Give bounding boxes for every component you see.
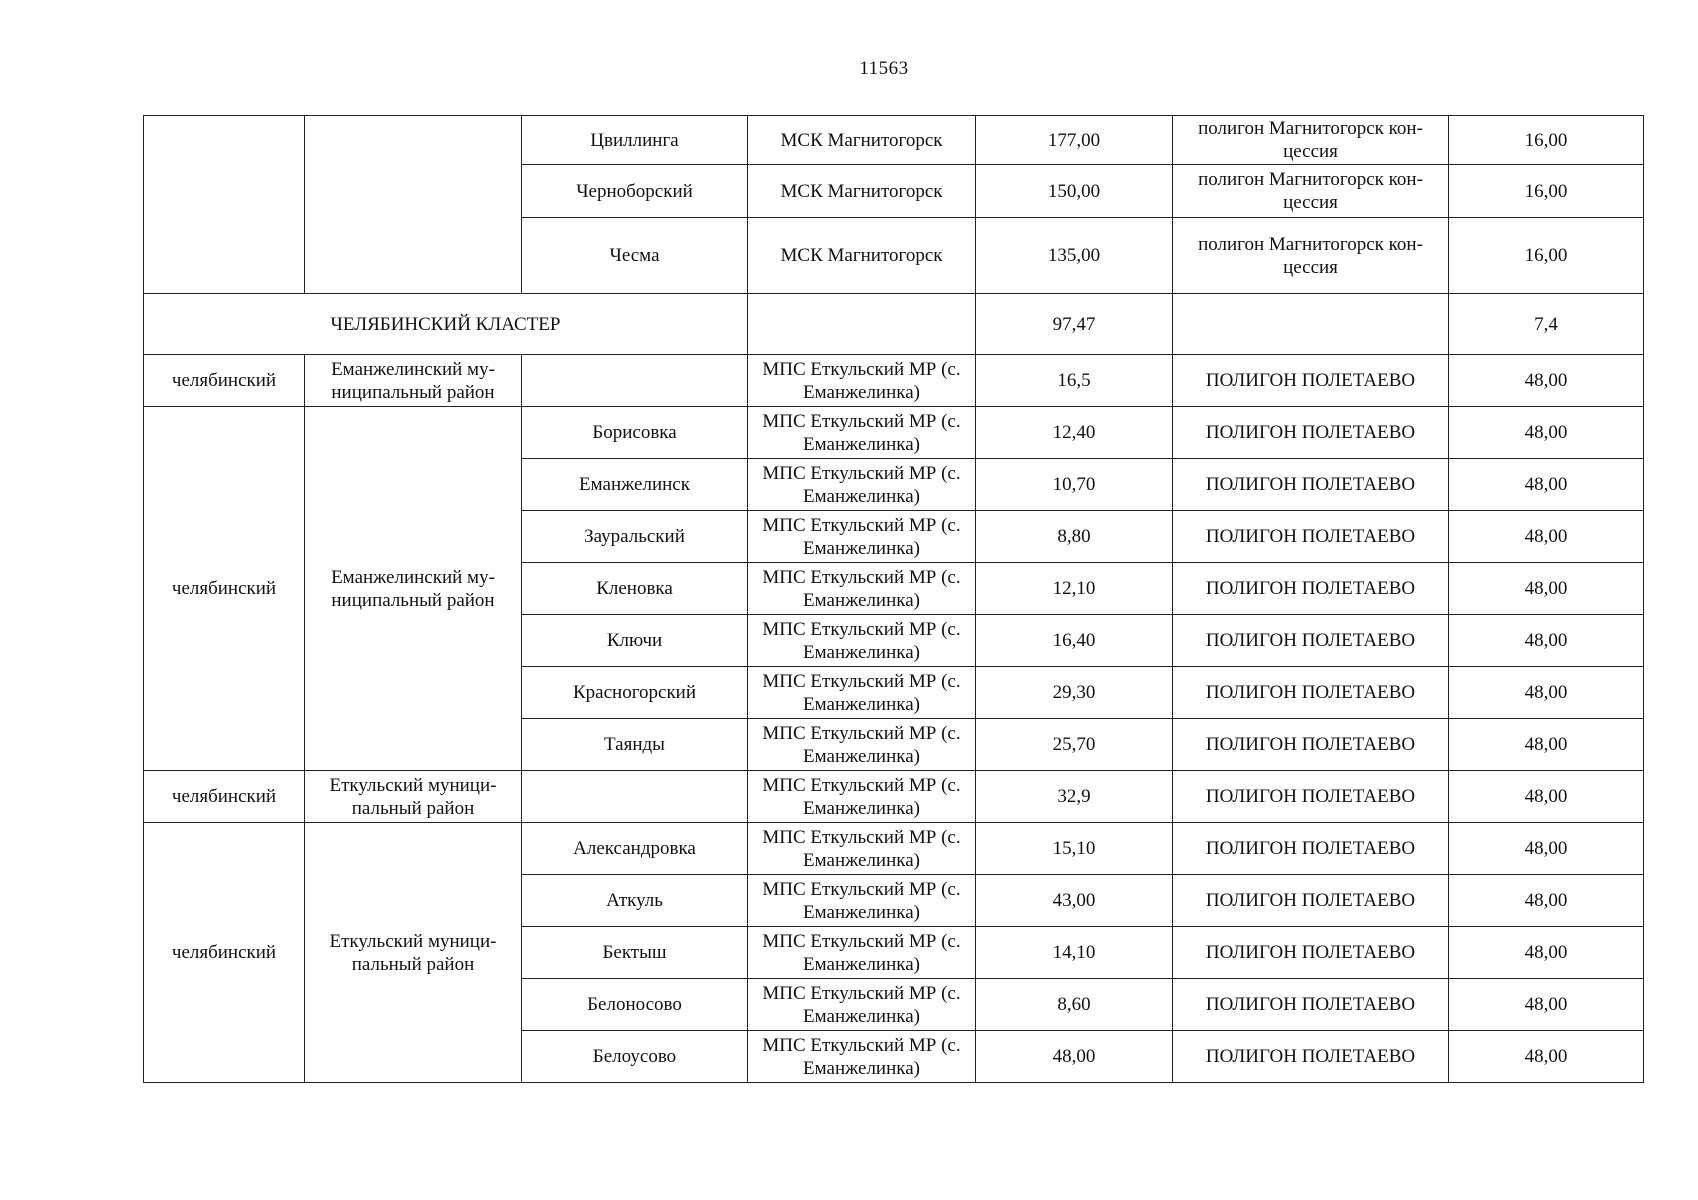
station-cell: МСК Магнитогорск [748, 165, 976, 218]
page-number: 11563 [859, 58, 909, 79]
landfill-cell: ПОЛИГОН ПОЛЕТАЕВО [1173, 459, 1449, 511]
district-cell-empty [305, 116, 522, 294]
landfill-cell: ПОЛИГОН ПОЛЕТАЕВО [1173, 719, 1449, 771]
district-cell: Еманжелинский му-ниципальный район [305, 407, 522, 771]
distance-cell: 16,40 [976, 615, 1173, 667]
distance-cell: 14,10 [976, 927, 1173, 979]
settlement-cell: Александровка [522, 823, 748, 875]
distance-cell: 32,9 [976, 771, 1173, 823]
settlement-cell: Кленовка [522, 563, 748, 615]
tariff-cell: 48,00 [1449, 927, 1644, 979]
distance-cell: 10,70 [976, 459, 1173, 511]
table-row [144, 823, 1644, 875]
distance-cell: 150,00 [976, 165, 1173, 218]
settlement-cell: Черноборский [522, 165, 748, 218]
distance-cell: 29,30 [976, 667, 1173, 719]
tariff-cell: 48,00 [1449, 771, 1644, 823]
table-row [144, 116, 1644, 165]
tariff-cell: 16,00 [1449, 165, 1644, 218]
tariff-cell: 16,00 [1449, 218, 1644, 294]
district-cell: Еткульский муници-пальный район [305, 823, 522, 1083]
tariff-cell: 48,00 [1449, 823, 1644, 875]
cluster-cell: челябинский [144, 355, 305, 407]
table-row [144, 407, 1644, 459]
station-cell: МПС Еткульский МР (с. Еманжелинка) [748, 719, 976, 771]
cluster-cell: челябинский [144, 823, 305, 1083]
tariff-cell: 48,00 [1449, 511, 1644, 563]
settlement-cell: Аткуль [522, 875, 748, 927]
tariff-cell: 48,00 [1449, 979, 1644, 1031]
landfill-cell: ПОЛИГОН ПОЛЕТАЕВО [1173, 615, 1449, 667]
cluster-cell: челябинский [144, 771, 305, 823]
tariff-cell: 48,00 [1449, 407, 1644, 459]
cluster-name: ЧЕЛЯБИНСКИЙ КЛАСТЕР [144, 294, 748, 355]
settlement-cell: Таянды [522, 719, 748, 771]
settlement-cell: Белоусово [522, 1031, 748, 1083]
station-cell: МПС Еткульский МР (с. Еманжелинка) [748, 615, 976, 667]
distance-cell: 25,70 [976, 719, 1173, 771]
station-cell: МПС Еткульский МР (с. Еманжелинка) [748, 875, 976, 927]
settlement-cell: Чесма [522, 218, 748, 294]
cluster-cell-empty [144, 116, 305, 294]
station-cell: МПС Еткульский МР (с. Еманжелинка) [748, 407, 976, 459]
cluster-distance: 97,47 [976, 294, 1173, 355]
station-cell [748, 294, 976, 355]
landfill-cell: ПОЛИГОН ПОЛЕТАЕВО [1173, 355, 1449, 407]
tariff-cell: 48,00 [1449, 355, 1644, 407]
station-cell: МПС Еткульский МР (с. Еманжелинка) [748, 927, 976, 979]
settlement-cell: Еманжелинск [522, 459, 748, 511]
distance-cell: 135,00 [976, 218, 1173, 294]
station-cell: МПС Еткульский МР (с. Еманжелинка) [748, 1031, 976, 1083]
station-cell: МПС Еткульский МР (с. Еманжелинка) [748, 667, 976, 719]
station-cell: МПС Еткульский МР (с. Еманжелинка) [748, 459, 976, 511]
distance-cell: 12,10 [976, 563, 1173, 615]
settlement-cell: Белоносово [522, 979, 748, 1031]
district-cell: Еткульский муници-пальный район [305, 771, 522, 823]
station-cell: МПС Еткульский МР (с. Еманжелинка) [748, 771, 976, 823]
tariff-cell: 48,00 [1449, 875, 1644, 927]
station-cell: МПС Еткульский МР (с. Еманжелинка) [748, 355, 976, 407]
landfill-cell: ПОЛИГОН ПОЛЕТАЕВО [1173, 823, 1449, 875]
distance-cell: 16,5 [976, 355, 1173, 407]
station-cell: МПС Еткульский МР (с. Еманжелинка) [748, 979, 976, 1031]
table-row [144, 771, 1644, 823]
landfill-cell: ПОЛИГОН ПОЛЕТАЕВО [1173, 927, 1449, 979]
tariff-cell: 48,00 [1449, 615, 1644, 667]
station-cell: МПС Еткульский МР (с. Еманжелинка) [748, 823, 976, 875]
landfill-cell: ПОЛИГОН ПОЛЕТАЕВО [1173, 875, 1449, 927]
distance-cell: 8,60 [976, 979, 1173, 1031]
tariff-cell: 48,00 [1449, 719, 1644, 771]
landfill-cell: ПОЛИГОН ПОЛЕТАЕВО [1173, 771, 1449, 823]
distance-cell: 8,80 [976, 511, 1173, 563]
settlement-cell [522, 771, 748, 823]
landfill-cell: ПОЛИГОН ПОЛЕТАЕВО [1173, 979, 1449, 1031]
distance-cell: 48,00 [976, 1031, 1173, 1083]
settlement-cell: Красногорский [522, 667, 748, 719]
distance-cell: 15,10 [976, 823, 1173, 875]
cluster-row [144, 294, 1644, 355]
settlement-cell: Бектыш [522, 927, 748, 979]
distance-cell: 12,40 [976, 407, 1173, 459]
station-cell: МПС Еткульский МР (с. Еманжелинка) [748, 511, 976, 563]
station-cell: МСК Магнитогорск [748, 116, 976, 165]
landfill-cell: полигон Магнитогорск кон-цессия [1173, 116, 1449, 165]
tariff-cell: 48,00 [1449, 1031, 1644, 1083]
landfill-cell: ПОЛИГОН ПОЛЕТАЕВО [1173, 667, 1449, 719]
settlement-cell [522, 355, 748, 407]
settlement-cell: Зауральский [522, 511, 748, 563]
landfill-cell: ПОЛИГОН ПОЛЕТАЕВО [1173, 1031, 1449, 1083]
settlement-cell: Борисовка [522, 407, 748, 459]
distance-cell: 177,00 [976, 116, 1173, 165]
cluster-tariff: 7,4 [1449, 294, 1644, 355]
landfill-cell: ПОЛИГОН ПОЛЕТАЕВО [1173, 563, 1449, 615]
settlement-cell: Ключи [522, 615, 748, 667]
distance-cell: 43,00 [976, 875, 1173, 927]
station-cell: МПС Еткульский МР (с. Еманжелинка) [748, 563, 976, 615]
settlement-cell: Цвиллинга [522, 116, 748, 165]
landfill-cell: ПОЛИГОН ПОЛЕТАЕВО [1173, 407, 1449, 459]
landfill-cell [1173, 294, 1449, 355]
tariff-cell: 48,00 [1449, 667, 1644, 719]
station-cell: МСК Магнитогорск [748, 218, 976, 294]
tariff-cell: 48,00 [1449, 563, 1644, 615]
waste-routing-table [143, 115, 1644, 1083]
table-row [144, 355, 1644, 407]
tariff-cell: 16,00 [1449, 116, 1644, 165]
landfill-cell: полигон Магнитогорск кон-цессия [1173, 165, 1449, 218]
district-cell: Еманжелинский му-ниципальный район [305, 355, 522, 407]
cluster-cell: челябинский [144, 407, 305, 771]
tariff-cell: 48,00 [1449, 459, 1644, 511]
landfill-cell: полигон Магнитогорск кон-цессия [1173, 218, 1449, 294]
landfill-cell: ПОЛИГОН ПОЛЕТАЕВО [1173, 511, 1449, 563]
